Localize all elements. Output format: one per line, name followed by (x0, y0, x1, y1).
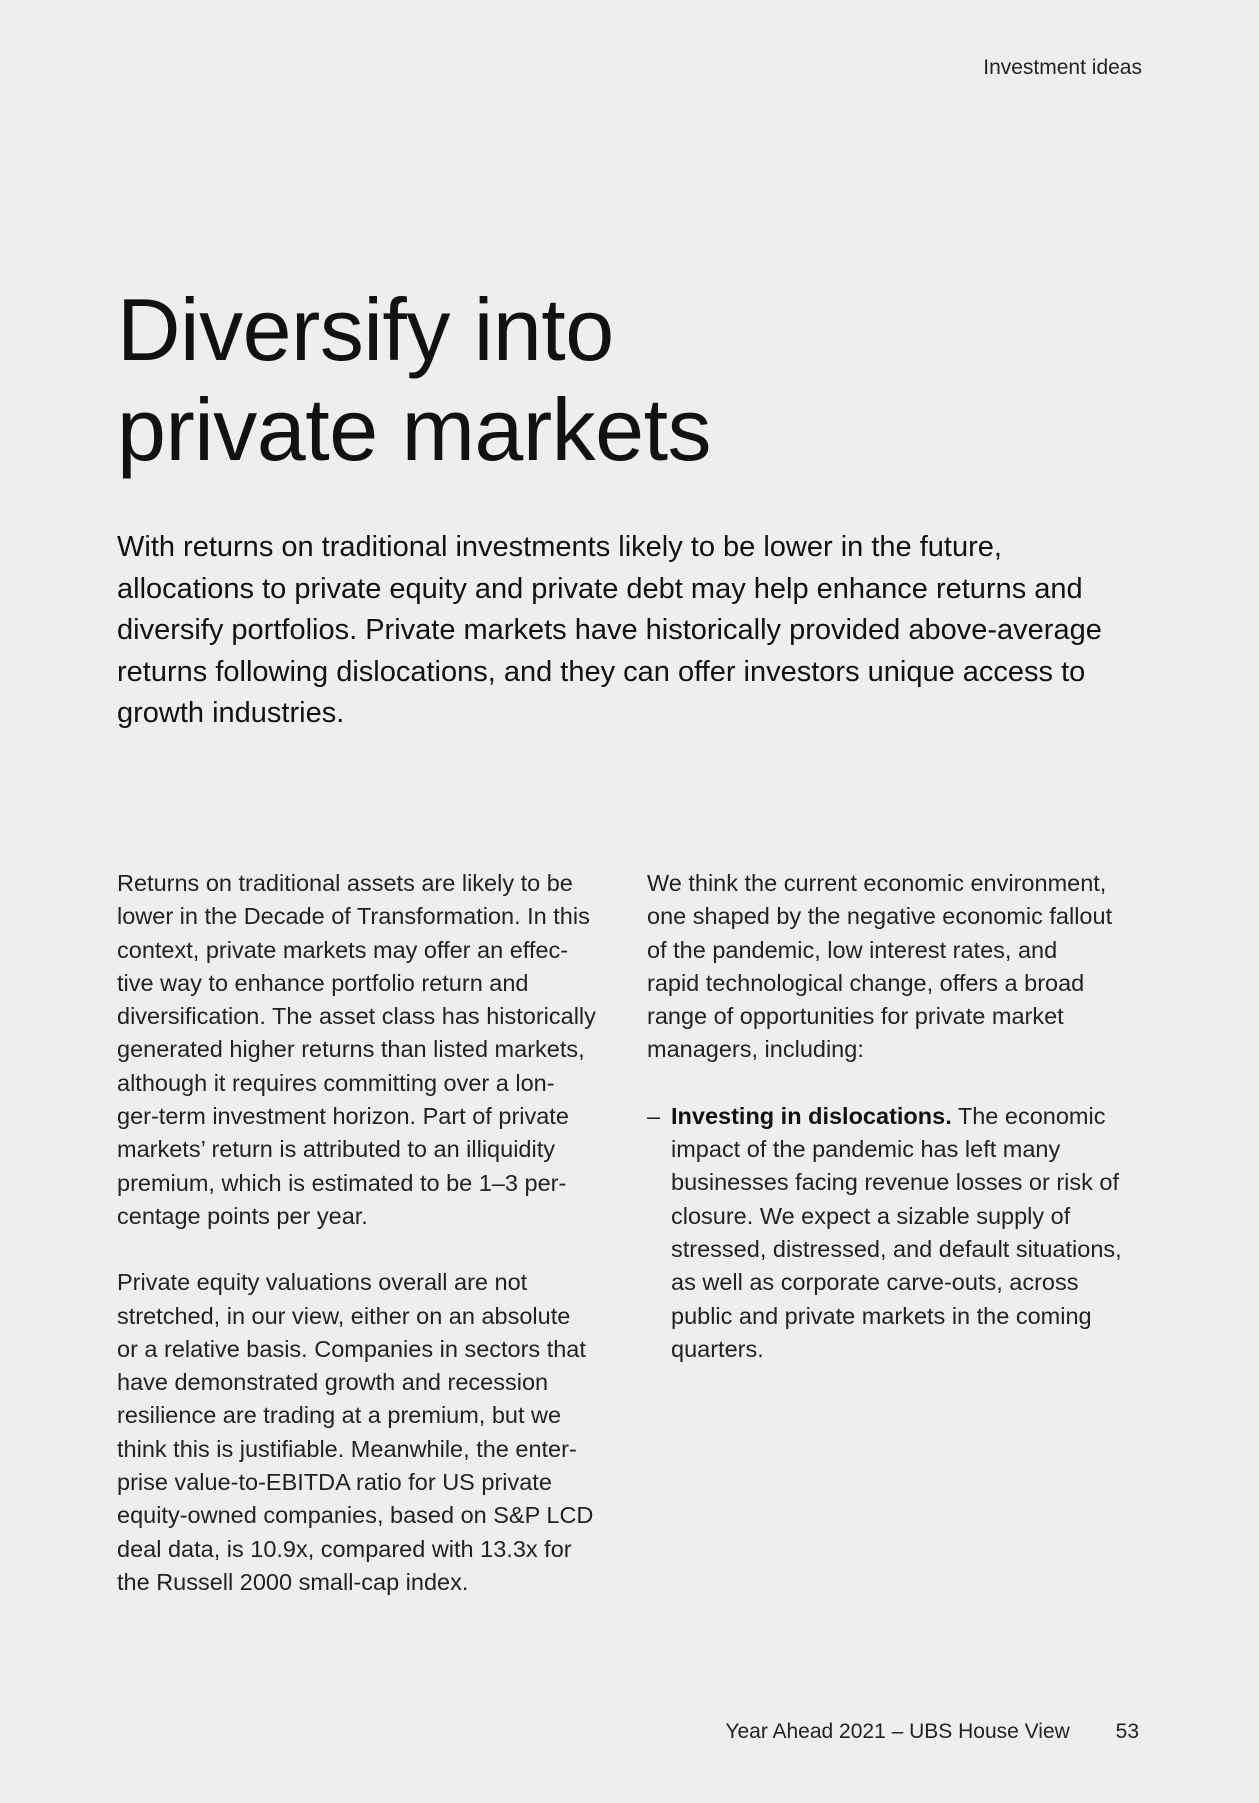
body-paragraph-valuations (117, 1266, 627, 1599)
body-line: context, private markets may offer an effec- (117, 936, 569, 963)
body-line: ger-term investment horizon. Part of private (117, 1103, 569, 1130)
body-line: of the pandemic, low interest rates, and (647, 936, 1058, 963)
bullet-dash: – (647, 1102, 661, 1129)
body-line: premium, which is estimated to be 1–3 per- (117, 1169, 567, 1196)
body-line: resilience are trading at a premium, but we (117, 1402, 562, 1429)
bullet-bold-lead: Investing in dislocations. (671, 1102, 952, 1129)
bullet-first-line (671, 1100, 1147, 1133)
publication-title: Year Ahead 2021 – UBS House View (725, 1720, 1070, 1743)
body-line: stretched, in our view, either on an absolute (117, 1302, 571, 1329)
bullet-item-dislocations (647, 1100, 1147, 1366)
body-line: diversification. The asset class has historically (117, 1003, 596, 1030)
body-paragraph-returns (117, 867, 627, 1233)
lead-line: With returns on traditional investments likely to be lower in the future, (117, 531, 1002, 563)
body-line: managers, including: (647, 1036, 864, 1063)
right-column (647, 867, 1147, 1366)
bullet-line: closure. We expect a sizable supply of (671, 1202, 1071, 1229)
lead-line: diversify portfolios. Private markets have historically provided above-average (117, 614, 1102, 646)
body-line: centage points per year. (117, 1202, 368, 1229)
body-line: the Russell 2000 small-cap index. (117, 1568, 469, 1595)
lead-line: allocations to private equity and private debt may help enhance returns and (117, 572, 1083, 605)
body-line: or a relative basis. Companies in sectors that (117, 1335, 586, 1362)
body-line: We think the current economic environment, (647, 870, 1107, 896)
body-line: one shaped by the negative economic fallout (647, 903, 1113, 930)
title-line: private markets (117, 380, 712, 479)
page-footer (725, 1720, 1139, 1744)
body-line: Private equity valuations overall are not (117, 1269, 528, 1296)
lead-paragraph (117, 527, 1117, 735)
bullet-line: as well as corporate carve-outs, across (671, 1269, 1079, 1296)
body-line: although it requires committing over a lon- (117, 1069, 555, 1096)
body-line: lower in the Decade of Transformation. In this (117, 903, 590, 930)
body-line: markets’ return is attributed to an illiquidity (117, 1136, 555, 1163)
page-number: 53 (1115, 1720, 1139, 1743)
bullet-line: stressed, distressed, and default situations, (671, 1235, 1122, 1262)
body-line: deal data, is 10.9x, compared with 13.3x for (117, 1535, 572, 1562)
lead-line: returns following dislocations, and they can offer investors unique access to (117, 655, 1086, 688)
body-line: generated higher returns than listed markets, (117, 1036, 585, 1063)
title-line: Diversify into (117, 280, 614, 379)
bullet-line: quarters. (671, 1335, 764, 1362)
body-line: Returns on traditional assets are likely to be (117, 870, 573, 896)
lead-line: growth industries. (117, 697, 345, 729)
bullet-line: impact of the pandemic has left many (671, 1136, 1061, 1163)
bullet-line: public and private markets in the coming (671, 1302, 1092, 1329)
left-column (117, 867, 627, 1632)
body-line: think this is justifiable. Meanwhile, the enter- (117, 1435, 577, 1462)
body-line: equity-owned companies, based on S&P LCD (117, 1502, 594, 1529)
body-line: tive way to enhance portfolio return and (117, 969, 529, 996)
bullet-line: businesses facing revenue losses or risk of (671, 1169, 1120, 1196)
page-title (117, 280, 1117, 480)
body-line: rapid technological change, offers a broad (647, 969, 1085, 996)
body-line: prise value-to-EBITDA ratio for US private (117, 1469, 552, 1496)
body-line: range of opportunities for private market (647, 1003, 1064, 1030)
body-line: have demonstrated growth and recession (117, 1369, 549, 1396)
bullet-first-line-rest: The economic (951, 1102, 1106, 1129)
section-label: Investment ideas (983, 56, 1142, 79)
body-paragraph-environment (647, 867, 1147, 1067)
